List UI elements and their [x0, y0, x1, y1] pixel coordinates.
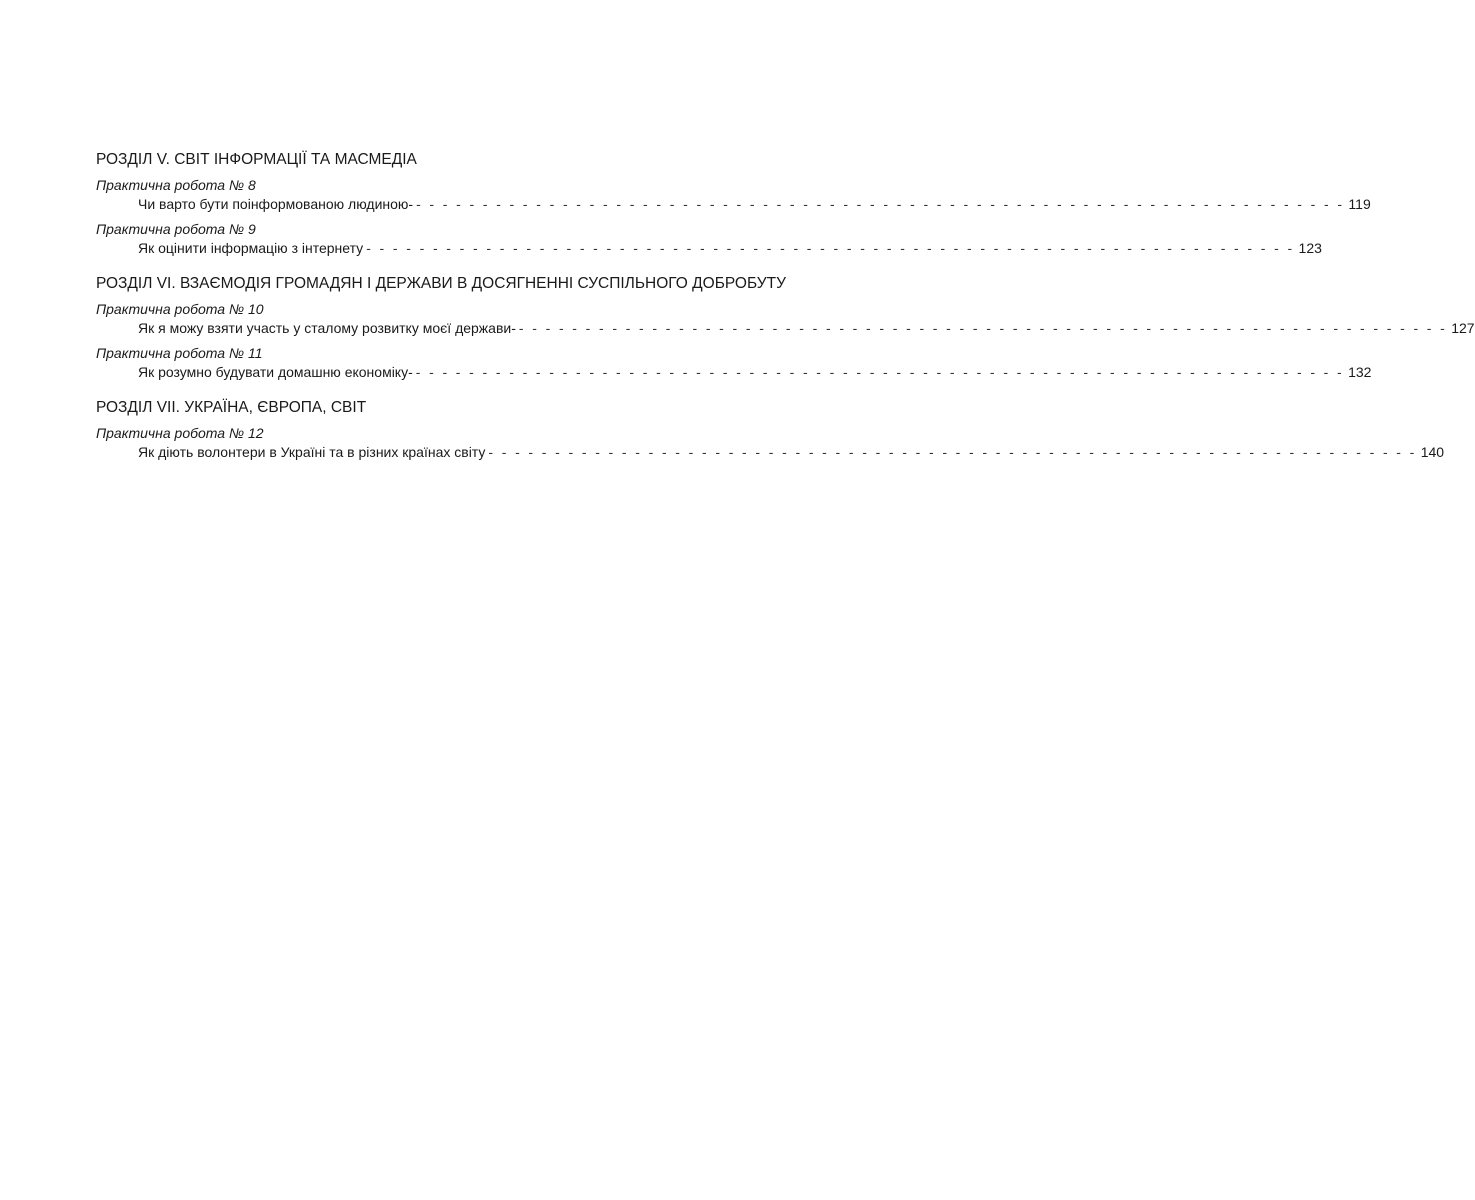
section-title: РОЗДІЛ V. СВІТ ІНФОРМАЦІЇ ТА МАСМЕДІА: [96, 151, 417, 168]
toc-entry[interactable]: [96, 318, 1475, 338]
dot-leader: - - - - - - - - - - - - - - - - - - - - - - - - - - - - - - - - - - - - - - - - - - - - - - - - - - - - - - - - - - - - - - - - - - - - - -: [366, 240, 1295, 256]
page-number: 132: [1348, 364, 1372, 380]
section-7: [96, 398, 1445, 462]
dot-leader: - - - - - - - - - - - - - - - - - - - - - - - - - - - - - - - - - - - - - - - - - - - - - - - - - - - - - - - - - - - - - - - - - - - - - -: [416, 196, 1345, 212]
entry-title: Як розумно будувати домашню економіку-: [138, 364, 413, 380]
section-title: РОЗДІЛ VII. УКРАЇНА, ЄВРОПА, СВІТ: [96, 399, 367, 416]
toc-entry[interactable]: [96, 362, 1372, 382]
page-number: 119: [1348, 196, 1371, 212]
page-number: 123: [1298, 240, 1322, 256]
work-label: Практична робота № 12: [96, 425, 264, 441]
dot-leader: - - - - - - - - - - - - - - - - - - - - - - - - - - - - - - - - - - - - - - - - - - - - - - - - - - - - - - - - - - - - - - - - - - - - - -: [488, 444, 1417, 460]
toc-entry[interactable]: [96, 238, 1322, 258]
page-number: 140: [1420, 444, 1445, 460]
table-of-contents: [96, 150, 1475, 468]
section-title: РОЗДІЛ VI. ВЗАЄМОДІЯ ГРОМАДЯН І ДЕРЖАВИ В ДОСЯГНЕННІ СУСПІЛЬНОГО ДОБРОБУТУ: [96, 275, 786, 292]
entry-title: Як діють волонтери в Україні та в різних країнах світу: [138, 444, 486, 460]
section-6: [96, 274, 1475, 382]
dot-leader: - - - - - - - - - - - - - - - - - - - - - - - - - - - - - - - - - - - - - - - - - - - - - - - - - - - - - - - - - - - - - - - - - - - - - -: [518, 320, 1448, 336]
entry-title: Як оцінити інформацію з інтернету: [138, 240, 364, 256]
section-5: [96, 150, 1371, 258]
toc-entry[interactable]: [96, 442, 1445, 462]
page-number: 127: [1451, 320, 1475, 336]
work-label: Практична робота № 11: [96, 345, 263, 361]
entry-title: Чи варто бути поінформованою людиною-: [138, 196, 414, 212]
toc-entry[interactable]: [96, 194, 1371, 214]
work-label: Практична робота № 9: [96, 221, 256, 237]
entry-title: Як я можу взяти участь у сталому розвитку моєї держави-: [138, 320, 516, 336]
dot-leader: - - - - - - - - - - - - - - - - - - - - - - - - - - - - - - - - - - - - - - - - - - - - - - - - - - - - - - - - - - - - - - - - - - - - - -: [415, 364, 1345, 380]
work-label: Практична робота № 8: [96, 177, 256, 193]
work-label: Практична робота № 10: [96, 301, 264, 317]
